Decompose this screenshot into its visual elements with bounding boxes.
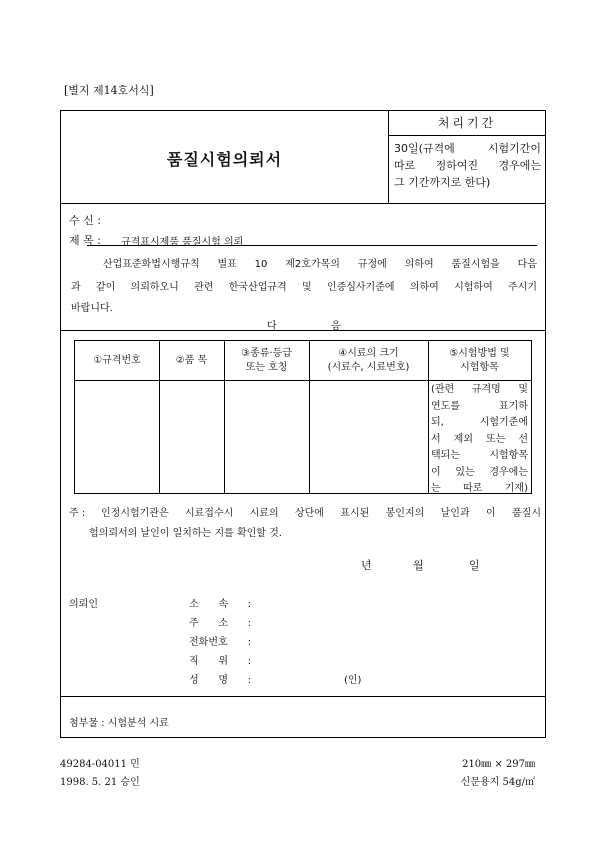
requester-field-phone: 전화번호 : bbox=[189, 637, 251, 648]
requester-field-position: 직 위 : bbox=[189, 656, 251, 667]
notice-line: 험의뢰서의 날인이 일치하는 지를 확인할 것. bbox=[89, 528, 282, 539]
request-body-line: 바랍니다. bbox=[71, 303, 113, 314]
note-line: 택되는 시험항목 bbox=[431, 450, 528, 461]
header-item: ②품 목 bbox=[175, 354, 208, 366]
table-header-cell bbox=[224, 341, 309, 380]
test-method-note bbox=[431, 382, 528, 498]
request-body-line: 산업표준화법시행규칙 별표 10 제2호가목의 규정에 의하여 품질시험을 다음 bbox=[103, 259, 537, 270]
date-month: 월 bbox=[413, 559, 424, 572]
form-frame bbox=[60, 110, 546, 738]
da-eum-left: 다 bbox=[267, 321, 277, 332]
items-table bbox=[74, 340, 532, 494]
notice-line: 인정시험기관은 시료접수시 시료의 상단에 표시된 봉인지의 날인과 이 품질시 bbox=[101, 508, 541, 519]
note-line: 서 제외 또는 선 bbox=[431, 433, 528, 445]
processing-period-header: 처리기간 bbox=[389, 111, 545, 136]
note-line: 연도를 표기하 bbox=[431, 400, 528, 412]
subject-underline bbox=[87, 245, 537, 246]
note-line: (관련 규격명 및 bbox=[431, 384, 528, 395]
divider bbox=[61, 696, 545, 697]
divider bbox=[61, 330, 545, 331]
header-test-method: ⑤시험방법 및 bbox=[449, 347, 510, 359]
processing-period-line: 그 기간까지로 한다) bbox=[394, 176, 491, 189]
header-type-grade: ③종류·등급 bbox=[241, 347, 292, 359]
subject-label: 제 목 : bbox=[69, 234, 101, 247]
date-year: 년 bbox=[361, 559, 372, 572]
subject-text: 규격표시제품 품질시험 의뢰 bbox=[121, 237, 244, 248]
requester-field-affiliation: 소 속 : bbox=[189, 599, 251, 610]
notice-label: 주 : bbox=[69, 508, 86, 519]
divider bbox=[61, 203, 545, 204]
recipient-label: 수 신 : bbox=[69, 214, 101, 227]
table-header-cell bbox=[75, 341, 159, 380]
table-header-cell bbox=[428, 341, 531, 380]
processing-period-box bbox=[388, 111, 545, 203]
header-sample-size: ④시료의 크기 bbox=[338, 347, 399, 359]
header-standard-number: ①규격번호 bbox=[93, 354, 141, 366]
table-header-rule bbox=[75, 380, 531, 381]
date-day: 일 bbox=[469, 559, 480, 572]
note-line: 되, 시험기준에 bbox=[431, 417, 528, 428]
table-header-cell bbox=[159, 341, 224, 380]
requester-field-address: 주 소 : bbox=[189, 618, 251, 629]
attachment: 첨부물 : 시험분석 시료 bbox=[69, 718, 169, 729]
paper-type: 신문용지 54g/㎡ bbox=[460, 777, 535, 788]
da-eum-right: 음 bbox=[331, 321, 341, 332]
processing-period-line: 따로 정하여진 경우에는 bbox=[394, 159, 541, 172]
header-sample-size-line2: (시료수, 시료번호) bbox=[327, 361, 410, 373]
paper-size: 210㎜ × 297㎜ bbox=[462, 759, 535, 770]
doc-number: 49284-04011 민 bbox=[60, 759, 140, 770]
seal-mark: (인) bbox=[344, 675, 362, 686]
note-line: 는 따로 기재) bbox=[431, 483, 528, 494]
form-number-label: [별지 제14호서식] bbox=[64, 84, 154, 97]
table-header-cell bbox=[309, 341, 428, 380]
form-title: 품질시험의뢰서 bbox=[166, 150, 283, 169]
request-body-line: 과 같이 의뢰하오니 관련 한국산업규격 및 인증심사기준에 의하여 시험하여 주시기 bbox=[71, 282, 537, 293]
note-line: 이 있는 경우에는 bbox=[431, 466, 528, 478]
approval-date: 1998. 5. 21 승인 bbox=[60, 777, 140, 788]
processing-period-line: 30일(규격에 시험기간이 bbox=[394, 142, 541, 155]
header-type-grade-line2: 또는 호칭 bbox=[245, 361, 288, 373]
header-test-method-line2: 시험항목 bbox=[460, 361, 499, 373]
requester-field-name: 성 명 : bbox=[189, 675, 251, 686]
processing-period-text bbox=[389, 136, 545, 191]
requester-label: 의뢰인 bbox=[69, 599, 98, 610]
